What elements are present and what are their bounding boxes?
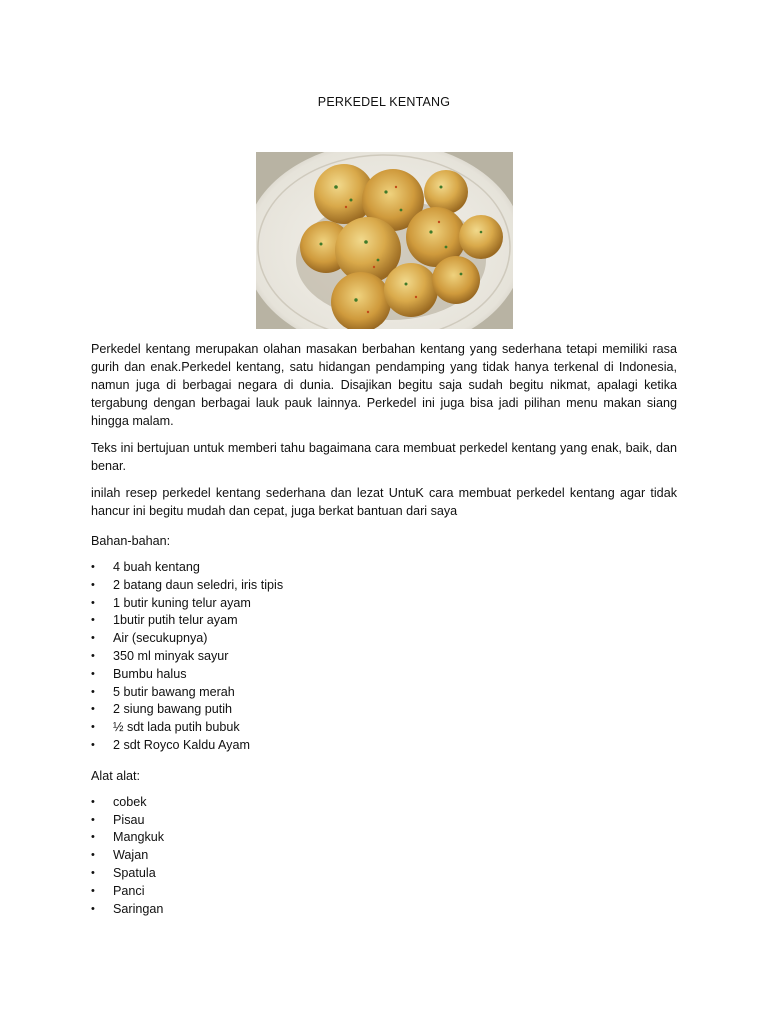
bullet-icon: •	[91, 614, 95, 627]
bullet-icon: •	[91, 632, 95, 645]
list-item: • 2 batang daun seledri, iris tipis	[91, 577, 677, 595]
list-item: • 1 butir kuning telur ayam	[91, 595, 677, 613]
bullet-icon: •	[91, 596, 95, 609]
list-item: • Panci	[91, 883, 677, 901]
bullet-icon: •	[91, 795, 95, 808]
ingredients-heading: Bahan-bahan:	[91, 534, 171, 548]
list-item: • 2 siung bawang putih	[91, 701, 677, 719]
list-item: • Bumbu halus	[91, 666, 677, 684]
bullet-icon: •	[91, 703, 95, 716]
bullet-icon: •	[91, 849, 95, 862]
ingredients-list	[91, 559, 677, 755]
list-item: • 2 sdt Royco Kaldu Ayam	[91, 737, 677, 755]
list-item: • 350 ml minyak sayur	[91, 648, 677, 666]
list-item: • 1butir putih telur ayam	[91, 612, 677, 630]
bullet-icon: •	[91, 721, 95, 734]
list-item: • Air (secukupnya)	[91, 630, 677, 648]
list-item: • Saringan	[91, 901, 677, 919]
recipe-intro-paragraph: inilah resep perkedel kentang sederhana dan lezat UntuK cara membuat perkedel kentang agar tidak hancur ini begitu mudah dan cepat, juga berkat bantuan dari saya	[91, 486, 677, 518]
bullet-icon: •	[91, 866, 95, 879]
list-item: • 4 buah kentang	[91, 559, 677, 577]
list-item: • Spatula	[91, 865, 677, 883]
bullet-icon: •	[91, 902, 95, 915]
document-body	[91, 340, 677, 927]
tools-heading: Alat alat:	[91, 768, 141, 783]
bullet-icon: •	[91, 649, 95, 662]
list-item: • 5 butir bawang merah	[91, 684, 677, 702]
purpose-paragraph: Teks ini bertujuan untuk memberi tahu bagaimana cara membuat perkedel kentang yang enak, baik, dan benar.	[91, 441, 677, 473]
bullet-icon: •	[91, 685, 95, 698]
list-item: • ½ sdt lada putih bubuk	[91, 719, 677, 737]
list-item: • Wajan	[91, 847, 677, 865]
bullet-icon: •	[91, 578, 95, 591]
bullet-icon: •	[91, 813, 95, 826]
bullet-icon: •	[91, 831, 95, 844]
bullet-icon: •	[91, 667, 95, 680]
tools-list	[91, 794, 677, 919]
document-title: PERKEDEL KENTANG	[317, 95, 451, 109]
bullet-icon: •	[91, 884, 95, 897]
intro-paragraph: Perkedel kentang merupakan olahan masakan berbahan kentang yang sederhana tetapi memiliki rasa gurih dan enak.Perkedel kentang, satu hidangan pendamping yang tidak hanya terkenal di Indonesia, namun juga di berbagai negara di dunia. Disajikan begitu saja sudah begitu nikmat, apalagi ketika tergabung dengan berbagai lauk pauk lainnya. Perkedel ini juga bisa jadi pilihan menu makan siang hingga malam.	[91, 342, 677, 428]
bullet-icon: •	[91, 561, 95, 573]
list-item: • cobek	[91, 794, 677, 812]
list-item: • Pisau	[91, 812, 677, 830]
list-item: • Mangkuk	[91, 829, 677, 847]
perkedel-kentang-photo	[256, 152, 513, 329]
bullet-icon: •	[91, 738, 95, 751]
